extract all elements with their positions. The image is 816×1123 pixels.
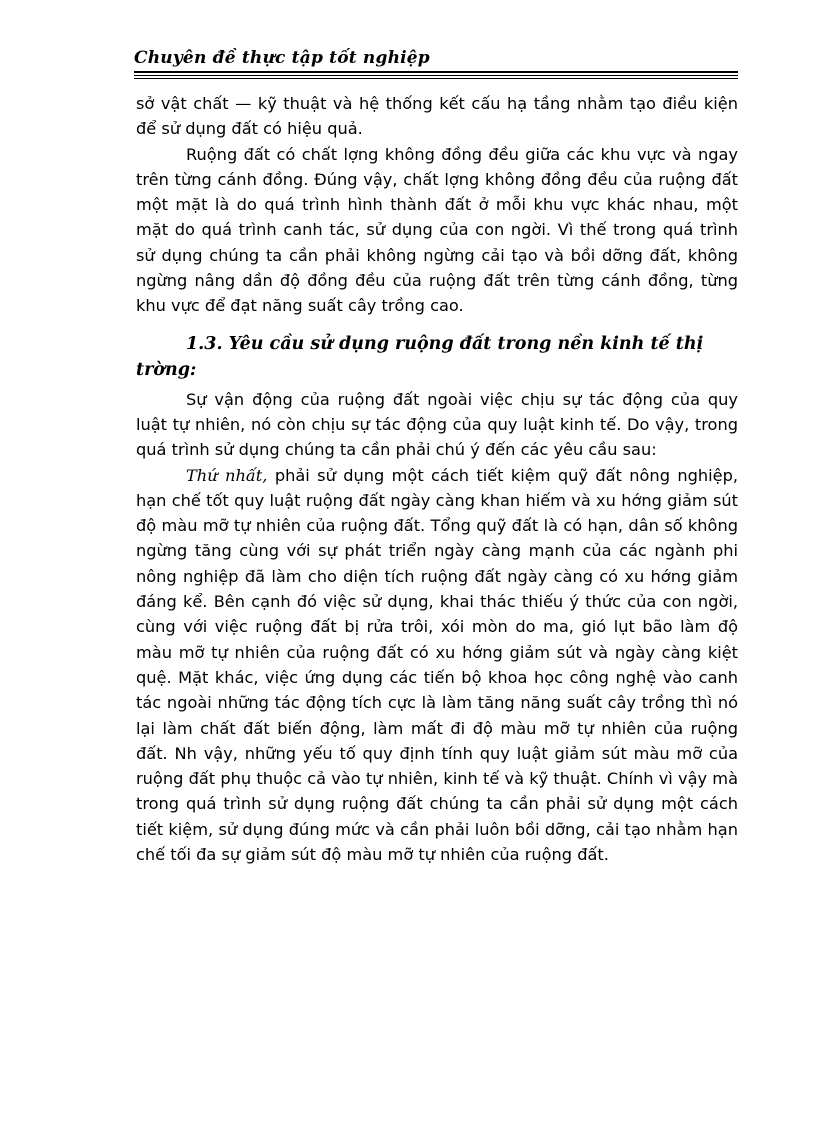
page-header-title: Chuyên đề thực tập tốt nghiệp	[134, 48, 430, 68]
first-requirement-lead: Thứ nhất,	[186, 465, 268, 485]
header-rule-thin-lower	[134, 78, 738, 79]
paragraph-land-quality: Ruộng đất có chất lợng không đồng đều giữa các khu vực và ngay trên từng cánh đồng. Đúng vậy, chất lợng không đồng đều của ruộng đất một mặt là do quá trình hình thành đất ở mỗi khu vực khác nhau, một mặt do quá trình canh tác, sử dụng của con ngời. Vì thế trong quá trình sử dụng chúng ta cần phải không ngừng cải tạo và bồi dỡng đất, không ngừng nâng dần độ đồng đều của ruộng đất trên từng cánh đồng, từng khu vực để đạt năng suất cây trồng cao.	[136, 144, 738, 316]
paragraph-requirements-intro: Sự vận động của ruộng đất ngoài việc chịu sự tác động của quy luật tự nhiên, nó còn chịu sự tác động của quy luật kinh tế. Do vậy, trong quá trình sử dụng chúng ta cần phải chú ý đến các yêu cầu sau:	[136, 389, 738, 460]
paragraph-first-requirement	[136, 463, 738, 868]
document-body	[136, 91, 738, 867]
paragraph-continuation: sở vật chất — kỹ thuật và hệ thống kết cấu hạ tầng nhằm tạo điều kiện để sử dụng đất có hiệu quả.	[136, 94, 738, 139]
header-rule-thick	[134, 71, 738, 73]
section-heading: 1.3. Yêu cầu sử dụng ruộng đất trong nền kinh tế thị trờng:	[136, 333, 704, 380]
first-requirement-text: phải sử dụng một cách tiết kiệm quỹ đất nông nghiệp, hạn chế tốt quy luật ruộng đất ngày càng khan hiếm và xu hớng giảm sút độ màu mỡ tự nhiên của ruộng đất. Tổng quỹ đất là có hạn, dân số không ngừng tăng cùng với sự phát triển ngày càng mạnh của các ngành phi nông nghiệp đã làm cho diện tích ruộng đất ngày càng có xu hớng giảm đáng kể. Bên cạnh đó việc sử dụng, khai thác thiếu ý thức của con ngời, cùng với việc ruộng đất bị rửa trôi, xói mòn do ma, gió lụt bão làm độ màu mỡ tự nhiên của ruộng đất có xu hớng giảm sút và ngày càng kiệt quệ. Mặt khác, việc ứng dụng các tiến bộ khoa học công nghệ vào canh tác ngoài những tác động tích cực là làm tăng năng suất cây trồng thì nó lại làm chất đất biến động, làm mất đi độ màu mỡ tự nhiên của ruộng đất. Nh vậy, những yếu tố quy định tính quy luật giảm sút màu mỡ của ruộng đất phụ thuộc cả vào tự nhiên, kinh tế và kỹ thuật. Chính vì vậy mà trong quá trình sử dụng ruộng đất chúng ta cần phải sử dụng một cách tiết kiệm, sử dụng đúng mức và cần phải luôn bồi dỡng, cải tạo nhằm hạn chế tối đa sự giảm sút độ màu mỡ tự nhiên của ruộng đất.	[136, 465, 739, 865]
header-rule-thin	[134, 75, 738, 76]
